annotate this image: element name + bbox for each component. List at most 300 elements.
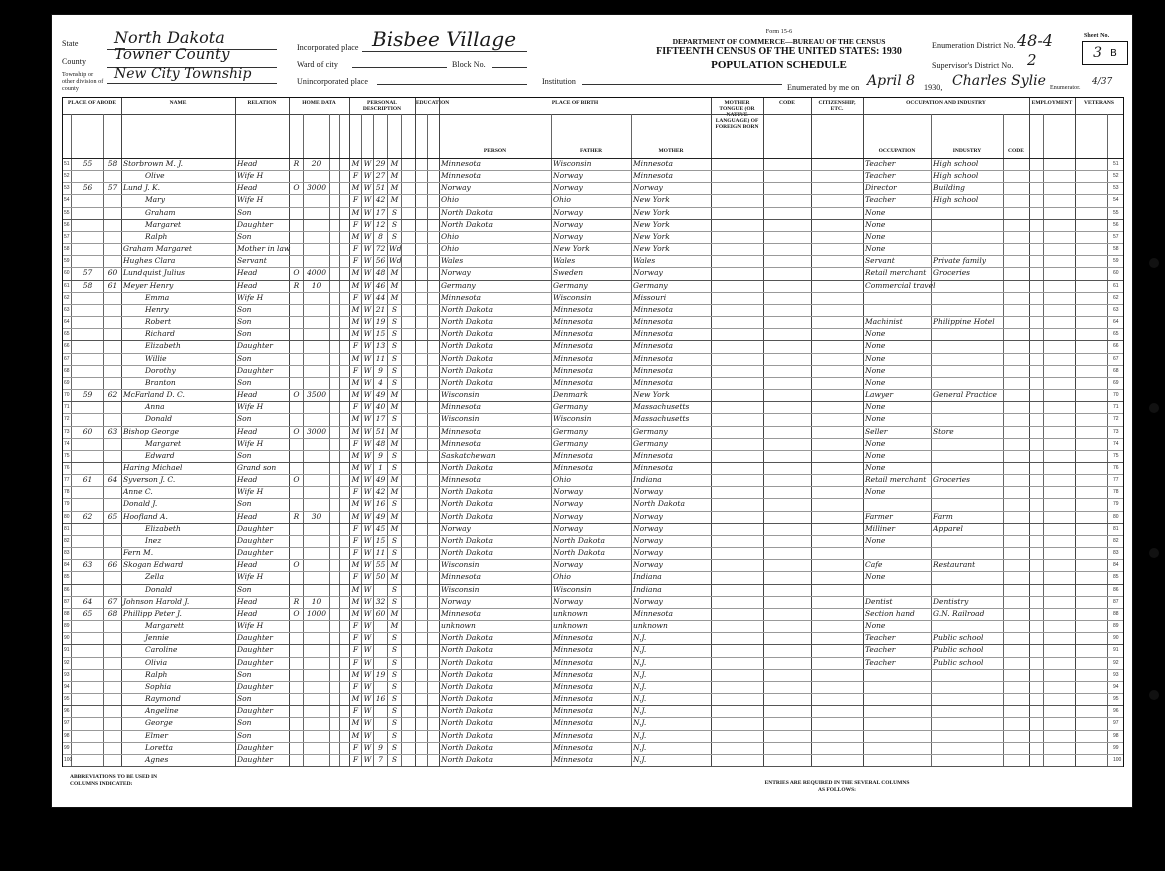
cell-marital: S: [391, 365, 398, 375]
cell-name: Fern M.: [123, 548, 154, 558]
linenum-left: 77: [64, 477, 70, 484]
cell-tenure: O: [293, 268, 300, 278]
cell-race: W: [363, 560, 372, 570]
cell-race: W: [363, 183, 372, 193]
cell-relation: Head: [237, 268, 258, 278]
cell-father: unknown: [553, 608, 588, 618]
linenum-right: 56: [1113, 221, 1119, 228]
cell-mother: Indiana: [633, 584, 662, 594]
supervisor-label: Supervisor's District No.: [932, 61, 1014, 70]
cell-race: W: [363, 341, 372, 351]
cell-age: 19: [375, 317, 386, 327]
enumerator-name: Charles Sylie: [952, 73, 1046, 89]
linenum-right: 57: [1113, 233, 1119, 240]
linenum-right: 87: [1113, 598, 1119, 605]
linenum-left: 60: [64, 270, 70, 277]
cell-mother: N.J.: [633, 718, 647, 728]
linenum-left: 94: [64, 683, 70, 690]
cell-relation: Daughter: [237, 523, 273, 533]
cell-occupation: Teacher: [865, 645, 896, 655]
linenum-left: 86: [64, 586, 70, 593]
cell-birth: Norway: [441, 596, 471, 606]
linenum-left: 51: [64, 161, 70, 167]
cell-birth: North Dakota: [441, 463, 493, 472]
cell-mother: Norway: [633, 560, 663, 570]
cell-sex: M: [351, 511, 360, 521]
cell-relation: Son: [237, 231, 252, 241]
cell-birth: North Dakota: [441, 548, 493, 558]
linenum-right: 54: [1113, 197, 1119, 204]
sheet-footer: [62, 770, 1122, 800]
cell-relation: Son: [237, 499, 252, 509]
cell-name: Richard: [145, 329, 175, 339]
cell-name: Inez: [145, 535, 162, 545]
cell-family: 67: [107, 596, 118, 606]
cell-dwelling: 56: [82, 183, 93, 193]
cell-birth: Norway: [441, 183, 471, 193]
cell-birth: North Dakota: [441, 718, 493, 728]
cell-dwelling: 61: [82, 475, 93, 485]
cell-relation: Daughter: [237, 548, 273, 558]
cell-relation: Son: [237, 304, 252, 314]
cell-birth: North Dakota: [441, 657, 493, 667]
cell-dwelling: 64: [82, 596, 93, 606]
cell-relation: Head: [237, 475, 258, 485]
cell-marital: S: [391, 596, 398, 606]
cell-occupation: Teacher: [865, 159, 896, 168]
cell-race: W: [363, 207, 372, 217]
cell-father: Minnesota: [553, 341, 594, 351]
cell-birth: North Dakota: [441, 365, 493, 375]
cell-father: Minnesota: [553, 669, 594, 679]
linenum-left: 98: [64, 732, 70, 739]
cell-age: 48: [375, 268, 386, 278]
cell-occupation: Director: [865, 183, 897, 193]
linenum-left: 75: [64, 452, 70, 459]
cell-mother: Norway: [633, 487, 663, 497]
column-sub-header: PERSON: [483, 148, 507, 154]
cell-occupation: Milliner: [865, 523, 896, 533]
cell-sex: M: [351, 694, 360, 704]
cell-mother: Norway: [633, 268, 663, 278]
linenum-left: 99: [64, 744, 70, 751]
column-rule: [1029, 98, 1030, 766]
cell-family: 60: [107, 268, 118, 278]
cell-relation: Son: [237, 584, 252, 594]
cell-birth: Saskatchewan: [441, 450, 496, 460]
cell-age: 15: [375, 329, 386, 339]
cell-sex: F: [352, 742, 359, 752]
cell-race: W: [363, 718, 372, 728]
column-rule: [289, 98, 290, 766]
cell-father: Norway: [553, 231, 583, 241]
cell-marital: S: [391, 329, 398, 339]
cell-race: W: [363, 377, 372, 387]
cell-mother: Norway: [633, 183, 663, 193]
linenum-right: 55: [1113, 209, 1119, 216]
linenum-right: 63: [1113, 306, 1119, 313]
column-group-header: NAME: [169, 100, 187, 106]
cell-family: 65: [107, 511, 118, 521]
cell-mother: New York: [633, 219, 670, 229]
cell-mother: N.J.: [633, 645, 647, 655]
cell-father: Minnesota: [553, 645, 594, 655]
column-rule: [235, 98, 236, 766]
cell-father: Ohio: [553, 475, 571, 485]
cell-name: Graham: [145, 207, 176, 217]
cell-occupation: None: [865, 414, 886, 424]
cell-relation: Daughter: [237, 341, 273, 351]
cell-sex: F: [352, 256, 359, 266]
cell-name: Olivia: [145, 657, 168, 667]
linenum-right: 70: [1113, 392, 1119, 399]
cell-relation: Wife H: [237, 402, 264, 412]
linenum-right: 93: [1113, 671, 1119, 678]
cell-tenure: O: [293, 390, 300, 400]
cell-sex: M: [351, 608, 360, 618]
column-sub-header: MOTHER: [658, 148, 684, 154]
cell-occupation: None: [865, 207, 886, 217]
cell-marital: S: [391, 499, 398, 509]
column-group-header: VETERANS: [1084, 100, 1114, 106]
cell-name: Zella: [145, 572, 164, 582]
cell-sex: F: [352, 171, 359, 181]
linenum-right: 60: [1113, 270, 1119, 277]
cell-mother: Minnesota: [633, 317, 674, 327]
sheet-label: Sheet No.: [1084, 33, 1110, 39]
cell-dwelling: 57: [82, 268, 93, 278]
cell-birth: Ohio: [441, 244, 459, 254]
cell-marital: S: [391, 694, 398, 704]
cell-marital: S: [391, 645, 398, 655]
cell-race: W: [363, 304, 372, 314]
ward-label: Ward of city: [297, 60, 338, 69]
cell-marital: M: [390, 402, 399, 412]
linenum-left: 55: [64, 209, 70, 216]
linenum-right: 68: [1113, 367, 1119, 374]
cell-relation: Daughter: [237, 535, 273, 545]
column-sub-header: FATHER: [579, 148, 603, 154]
cell-occupation: None: [865, 329, 886, 339]
cell-father: Minnesota: [553, 754, 594, 764]
cell-relation: Son: [237, 329, 252, 339]
cell-marital: M: [390, 426, 399, 436]
cell-age: 11: [375, 548, 386, 558]
cell-industry: Public school: [933, 657, 984, 667]
cell-marital: S: [391, 657, 398, 667]
cell-father: Minnesota: [553, 706, 594, 716]
linenum-right: 61: [1113, 282, 1119, 289]
cell-relation: Head: [237, 511, 258, 521]
cell-mother: Indiana: [633, 572, 662, 582]
cell-sex: F: [352, 548, 359, 558]
cell-father: Wisconsin: [553, 584, 592, 594]
cell-birth: North Dakota: [441, 633, 493, 643]
cell-age: 16: [375, 499, 386, 509]
cell-age: 27: [375, 171, 386, 181]
county-label: County: [62, 57, 87, 66]
cell-birth: North Dakota: [441, 317, 493, 327]
cell-race: W: [363, 231, 372, 241]
cell-mother: Wales: [633, 256, 656, 266]
cell-sex: F: [352, 219, 359, 229]
linenum-left: 81: [64, 525, 70, 532]
cell-sex: F: [352, 292, 359, 302]
cell-father: Germany: [553, 438, 588, 448]
cell-industry: Dentistry: [933, 596, 969, 606]
cell-race: W: [363, 694, 372, 704]
cell-father: Norway: [553, 219, 583, 229]
cell-name: McFarland D. C.: [123, 390, 185, 400]
institution-label: Institution: [542, 77, 576, 86]
cell-relation: Head: [237, 280, 258, 290]
linenum-right: 72: [1113, 416, 1119, 423]
cell-birth: Minnesota: [441, 402, 482, 412]
cell-occupation: None: [865, 450, 886, 460]
department-title: DEPARTMENT OF COMMERCE—BUREAU OF THE CENSUS: [672, 37, 886, 46]
cell-occupation: None: [865, 219, 886, 229]
cell-occupation: Dentist: [865, 596, 893, 606]
cell-sex: M: [351, 207, 360, 217]
linenum-right: 86: [1113, 586, 1119, 593]
linenum-left: 80: [64, 513, 70, 520]
cell-birth: Minnesota: [441, 608, 482, 618]
linenum-left: 78: [64, 489, 70, 496]
linenum-right: 89: [1113, 623, 1119, 630]
cell-relation: Daughter: [237, 219, 273, 229]
cell-relation: Daughter: [237, 657, 273, 667]
cell-race: W: [363, 329, 372, 339]
cell-sex: F: [352, 487, 359, 497]
cell-industry: Groceries: [933, 268, 971, 278]
cell-birth: Germany: [441, 280, 476, 290]
cell-race: W: [363, 365, 372, 375]
cell-race: W: [363, 487, 372, 497]
cell-marital: S: [391, 341, 398, 351]
sheet-letter: B: [1110, 47, 1117, 59]
linenum-right: 77: [1113, 477, 1119, 484]
cell-race: W: [363, 353, 372, 363]
cell-occupation: Servant: [865, 256, 895, 266]
cell-name: Dorothy: [145, 365, 176, 375]
population-table: [62, 97, 1124, 767]
cell-sex: F: [352, 535, 359, 545]
column-rule: [349, 98, 350, 766]
cell-relation: Head: [237, 183, 258, 193]
cell-age: 51: [375, 183, 386, 193]
cell-birth: North Dakota: [441, 511, 493, 521]
cell-occupation: Retail merchant: [865, 475, 927, 485]
cell-occupation: None: [865, 231, 886, 241]
cell-dwelling: 55: [82, 159, 93, 168]
linenum-left: 61: [64, 282, 70, 289]
linenum-left: 91: [64, 647, 70, 654]
census-title: FIFTEENTH CENSUS OF THE UNITED STATES: 1930: [656, 46, 902, 57]
cell-occupation: None: [865, 438, 886, 448]
column-group-header: EMPLOYMENT: [1031, 100, 1073, 106]
cell-mother: Minnesota: [633, 450, 674, 460]
abbreviations-title: ABBREVIATIONS TO BE USED IN COLUMNS INDICATED:: [70, 774, 158, 787]
linenum-left: 76: [64, 465, 70, 471]
row-rule: [63, 766, 1123, 767]
cell-father: Norway: [553, 499, 583, 509]
cell-name: Margaret: [145, 219, 182, 229]
cell-sex: F: [352, 621, 359, 631]
cell-age: 56: [375, 256, 386, 266]
cell-mother: Norway: [633, 535, 663, 545]
punch-hole: [1149, 548, 1159, 558]
cell-name: Angeline: [145, 706, 179, 716]
cell-age: 49: [375, 511, 386, 521]
cell-occupation: Teacher: [865, 171, 896, 181]
cell-relation: Daughter: [237, 754, 273, 764]
linenum-right: 92: [1113, 659, 1119, 666]
cell-father: Ohio: [553, 572, 571, 582]
column-rule: [1075, 98, 1076, 766]
cell-father: Minnesota: [553, 377, 594, 387]
cell-mother: Minnesota: [633, 608, 674, 618]
cell-race: W: [363, 280, 372, 290]
cell-race: W: [363, 268, 372, 278]
cell-father: Norway: [553, 207, 583, 217]
cell-mother: North Dakota: [633, 499, 685, 509]
cell-age: 16: [375, 694, 386, 704]
cell-marital: M: [390, 511, 399, 521]
cell-industry: High school: [933, 195, 979, 205]
cell-father: Minnesota: [553, 329, 594, 339]
cell-mother: N.J.: [633, 669, 647, 679]
form-number: Form 15-6: [765, 29, 793, 35]
cell-relation: Daughter: [237, 633, 273, 643]
ed-value: 48-4: [1017, 31, 1053, 50]
cell-marital: Wd: [389, 244, 402, 254]
cell-mother: Indiana: [633, 475, 662, 485]
linenum-right: 82: [1113, 537, 1119, 544]
cell-mother: Germany: [633, 426, 668, 436]
cell-marital: S: [391, 718, 398, 728]
cell-marital: M: [390, 560, 399, 570]
linenum-left: 93: [64, 671, 70, 678]
cell-marital: S: [391, 207, 398, 217]
cell-sex: F: [352, 438, 359, 448]
cell-age: 7: [378, 754, 383, 764]
cell-tenure: R: [293, 596, 300, 606]
linenum-right: 67: [1113, 355, 1119, 362]
linenum-right: 95: [1113, 696, 1119, 703]
cell-industry: Farm: [933, 511, 953, 521]
cell-industry: High school: [933, 159, 979, 168]
cell-family: 57: [107, 183, 118, 193]
column-group-header: EDUCATION: [416, 100, 450, 106]
cell-relation: Head: [237, 608, 258, 618]
cell-marital: S: [391, 754, 398, 764]
cell-value: 3000: [306, 426, 327, 436]
cell-value: 10: [311, 280, 322, 290]
cell-family: 58: [107, 159, 118, 168]
cell-age: 49: [375, 390, 386, 400]
linenum-right: 81: [1113, 525, 1119, 532]
cell-relation: Son: [237, 353, 252, 363]
cell-occupation: Retail merchant: [865, 268, 927, 278]
cell-father: Wisconsin: [553, 292, 592, 302]
enumerator-label: Enumerator.: [1050, 85, 1081, 91]
cell-relation: Daughter: [237, 706, 273, 716]
cell-marital: M: [390, 280, 399, 290]
cell-sex: M: [351, 317, 360, 327]
cell-name: Hughes Clara: [123, 256, 176, 266]
cell-occupation: Teacher: [865, 657, 896, 667]
column-group-header: PERSONAL DESCRIPTION: [362, 100, 402, 112]
cell-father: Minnesota: [553, 317, 594, 327]
cell-sex: F: [352, 754, 359, 764]
cell-race: W: [363, 499, 372, 509]
cell-relation: Servant: [237, 256, 267, 266]
cell-mother: Missouri: [633, 292, 667, 302]
cell-race: W: [363, 426, 372, 436]
cell-name: Sophia: [145, 681, 172, 691]
cell-sex: F: [352, 657, 359, 667]
cell-sex: F: [352, 681, 359, 691]
cell-mother: New York: [633, 390, 670, 400]
linenum-right: 100: [1113, 756, 1122, 763]
cell-race: W: [363, 523, 372, 533]
cell-age: 8: [378, 231, 383, 241]
cell-race: W: [363, 706, 372, 716]
sheet-number: 3: [1093, 45, 1103, 61]
cell-birth: North Dakota: [441, 377, 493, 387]
linenum-right: 80: [1113, 513, 1119, 520]
block-label: Block No.: [452, 60, 486, 69]
cell-birth: Minnesota: [441, 292, 482, 302]
cell-age: 4: [378, 377, 383, 387]
cell-marital: S: [391, 681, 398, 691]
cell-relation: Head: [237, 390, 258, 400]
cell-relation: Wife H: [237, 292, 264, 302]
column-sub-header: OCCUPATION: [878, 148, 916, 154]
cell-occupation: None: [865, 341, 886, 351]
cell-occupation: None: [865, 463, 886, 472]
cell-father: Norway: [553, 487, 583, 497]
cell-age: 48: [375, 438, 386, 448]
cell-occupation: Farmer: [865, 511, 893, 521]
linenum-right: 88: [1113, 610, 1119, 617]
cell-age: 1: [378, 463, 383, 472]
linenum-right: 99: [1113, 744, 1119, 751]
cell-relation: Son: [237, 718, 252, 728]
cell-tenure: O: [293, 560, 300, 570]
cell-father: Wisconsin: [553, 414, 592, 424]
cell-marital: M: [390, 195, 399, 205]
cell-industry: Restaurant: [933, 560, 976, 570]
cell-sex: M: [351, 390, 360, 400]
cell-mother: New York: [633, 231, 670, 241]
cell-age: 72: [375, 244, 386, 254]
cell-race: W: [363, 669, 372, 679]
enumerated-label: Enumerated by me on: [787, 83, 860, 92]
linenum-left: 52: [64, 173, 70, 180]
cell-dwelling: 58: [82, 280, 93, 290]
cell-race: W: [363, 159, 372, 168]
cell-marital: S: [391, 633, 398, 643]
column-group-header: MOTHER TONGUE (OR NATIVE LANGUAGE) OF FOREIGN BORN: [715, 100, 759, 130]
cell-industry: Public school: [933, 645, 984, 655]
cell-mother: Minnesota: [633, 365, 674, 375]
cell-birth: North Dakota: [441, 754, 493, 764]
linenum-left: 67: [64, 355, 70, 362]
linenum-left: 70: [64, 392, 70, 399]
cell-birth: North Dakota: [441, 645, 493, 655]
cell-relation: Grand son: [237, 463, 277, 472]
